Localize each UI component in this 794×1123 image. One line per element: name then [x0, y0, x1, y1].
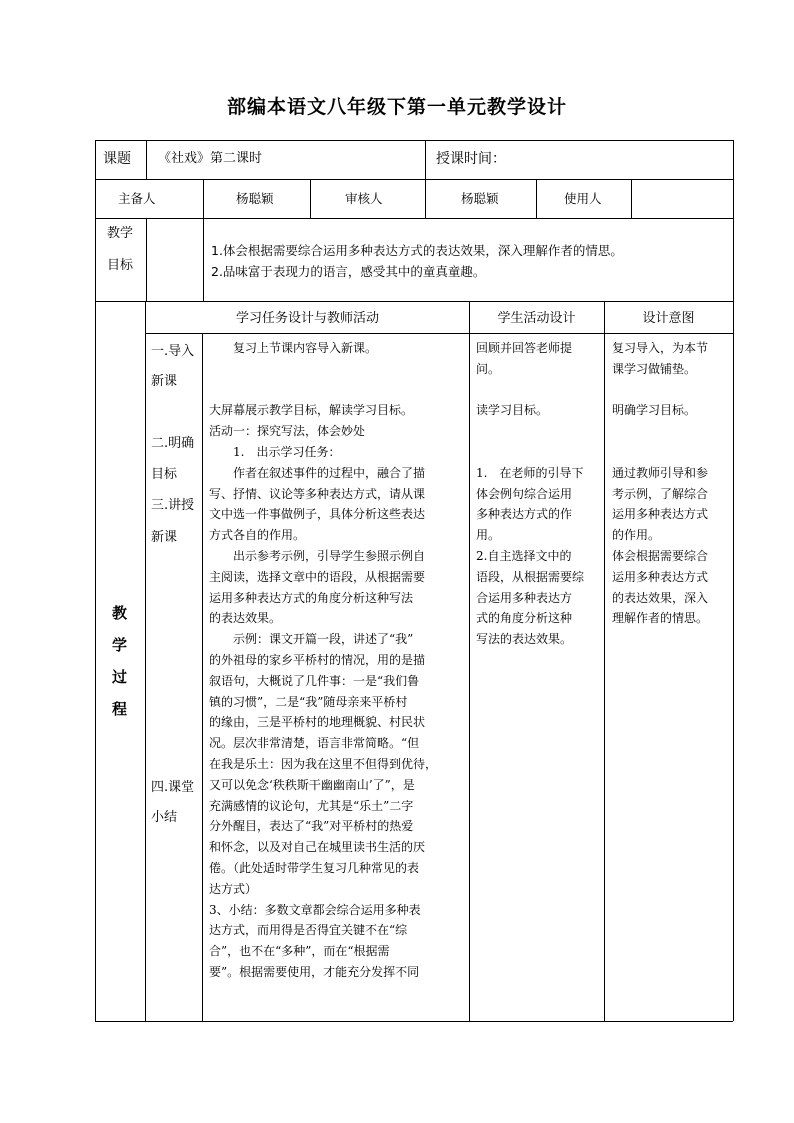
task-line: 方式各自的作用。 [209, 528, 306, 543]
process-label-char-2: 学 [112, 636, 128, 654]
task-design-text [209, 338, 467, 983]
student-line [476, 380, 602, 401]
task-line: 况。层次非常清楚，语言非常简略。“但 [209, 736, 420, 751]
preparer-label: 主备人 [118, 191, 156, 206]
task-line: 大屏幕展示教学目标，解读学习目标。 [209, 403, 414, 418]
process-label-char-3: 过 [112, 668, 128, 686]
goal-item-1: 1.体会根据需要综合运用多种表达方式的表达效果，深入理解作者的情思。 [211, 243, 623, 258]
student-line: 语段，从根据需要综 [476, 569, 585, 584]
lesson-label: 课题 [103, 151, 131, 167]
task-line: 要”。根据需要使用，才能充分发挥不同 [209, 964, 420, 979]
intent-line: 通过教师引导和参 [612, 465, 709, 480]
task-line: 达方式） [209, 881, 258, 896]
intent-line: 考示例，了解综合 [612, 486, 709, 501]
lesson-title: 《社戏》第二课时 [158, 151, 263, 166]
class-time-label: 授课时间： [436, 151, 506, 167]
student-activity-text [476, 338, 602, 650]
task-line: 运用多种表达方式的角度分析这种写法 [209, 590, 414, 605]
student-line: 写法的表达效果。 [476, 632, 573, 647]
reviewer-value: 杨聪颖 [461, 191, 499, 206]
process-label-char-1: 教 [112, 604, 128, 622]
student-line: 读学习目标。 [476, 403, 549, 418]
header-student-activity: 学生活动设计 [497, 311, 576, 326]
student-line [476, 442, 602, 463]
goals-label-line1: 教学 [107, 226, 134, 241]
goal-item-2: 2.品味富于表现力的语言，感受其中的童真童趣。 [211, 264, 486, 279]
preparer-value: 杨聪颖 [236, 191, 274, 206]
student-line: 体会例句综合运用 [476, 486, 573, 501]
intent-line: 理解作者的情思。 [612, 611, 709, 626]
header-task-design: 学习任务设计与教师活动 [235, 311, 379, 326]
stage-1-line2: 新课 [151, 374, 178, 389]
task-line: 充满感情的议论句，尤其是“乐土”二字 [209, 798, 414, 813]
task-line: 文中选一件事做例子，具体分析这些表达 [209, 507, 426, 522]
stage-3-line2: 新课 [151, 530, 178, 545]
task-line: 主阅读，选择文章中的语段，从根据需要 [209, 569, 426, 584]
task-line: 达方式，而用得是否得宜关键不在“综 [209, 923, 408, 938]
task-line: 合”，也不在“多种”，而在“根据需 [209, 944, 390, 959]
task-line: 又可以免念‘秩秩斯干幽幽南山’了”，是 [209, 777, 415, 792]
student-line: 问。 [476, 361, 501, 376]
intent-line [612, 380, 732, 401]
reviewer-label: 审核人 [345, 191, 383, 206]
intent-line: 复习导入，为本节 [612, 341, 709, 355]
task-line: 作者在叙述事件的过程中，融合了描 [209, 465, 426, 480]
task-line: 出示参考示例，引导学生参照示例自 [209, 548, 426, 563]
student-line: 1. 在老师的引导下 [476, 465, 584, 480]
task-line: 示例：课文开篇一段，讲述了“我” [209, 632, 414, 647]
task-line: 的缘由，三是平桥村的地理概貌、村民状 [209, 715, 426, 730]
stage-2-line2: 目标 [151, 467, 178, 482]
student-line: 2.自主选择文中的 [476, 548, 572, 563]
stage-1-line1: 一.导入 [151, 344, 195, 359]
task-line: 3、小结：多数文章都会综合运用多种表 [209, 902, 421, 917]
task-line: 叙语句，大概说了几件事：一是“我们鲁 [209, 673, 420, 688]
stage-4-line2: 小结 [151, 810, 178, 825]
student-line [476, 421, 602, 442]
stage-4-line1: 四.课堂 [151, 780, 195, 795]
student-line: 式的角度分析这种 [476, 611, 573, 626]
task-line: 复习上节课内容导入新课。 [209, 341, 378, 355]
intent-line: 体会根据需要综合 [612, 548, 709, 563]
task-line: 1. 出示学习任务： [209, 444, 341, 459]
task-line: 镇的习惯”，二是“我”随母亲来平桥村 [209, 694, 408, 709]
task-line: 的表达效果。 [209, 611, 282, 626]
task-line [209, 380, 467, 401]
intent-line: 的作用。 [612, 528, 661, 543]
task-line: 和怀念，以及对自己在城里读书生活的厌 [209, 840, 426, 855]
goals-label-line2: 目标 [107, 258, 134, 273]
student-line: 回顾并回答老师提 [476, 341, 573, 355]
intent-line [612, 421, 732, 442]
process-label-char-4: 程 [112, 700, 128, 718]
task-line: 的外祖母的家乡平桥村的情况，用的是描 [209, 652, 426, 667]
intent-line: 运用多种表达方式 [612, 569, 709, 584]
user-label: 使用人 [564, 191, 602, 206]
intent-line [612, 442, 732, 463]
intent-line: 明确学习目标。 [612, 403, 697, 418]
page-title: 部编本语文八年级下第一单元教学设计 [226, 96, 567, 118]
task-line: 活动一：探究写法，体会妙处 [209, 424, 366, 439]
student-line: 用。 [476, 528, 501, 543]
task-line: 倦。（此处适时带学生复习几种常见的表 [209, 860, 420, 875]
task-line: 写、抒情、议论等多种表达方式，请从课 [209, 486, 426, 501]
intent-line: 的表达效果，深入 [612, 590, 709, 605]
task-line [209, 359, 467, 380]
task-line: 在我是乐土：因为我在这里不但得到优待， [209, 756, 438, 771]
task-line: 分外醒目，表达了“我”对平桥村的热爱 [209, 819, 414, 834]
stage-2-line1: 二.明确 [151, 436, 195, 451]
design-intent-text [612, 338, 732, 629]
student-line: 合运用多种表达方 [476, 590, 573, 605]
stage-3-line1: 三.讲授 [151, 498, 195, 513]
intent-line: 运用多种表达方式 [612, 507, 709, 522]
header-design-intent: 设计意图 [642, 311, 695, 326]
student-line: 多种表达方式的作 [476, 507, 573, 522]
intent-line: 课学习做铺垫。 [612, 361, 697, 376]
